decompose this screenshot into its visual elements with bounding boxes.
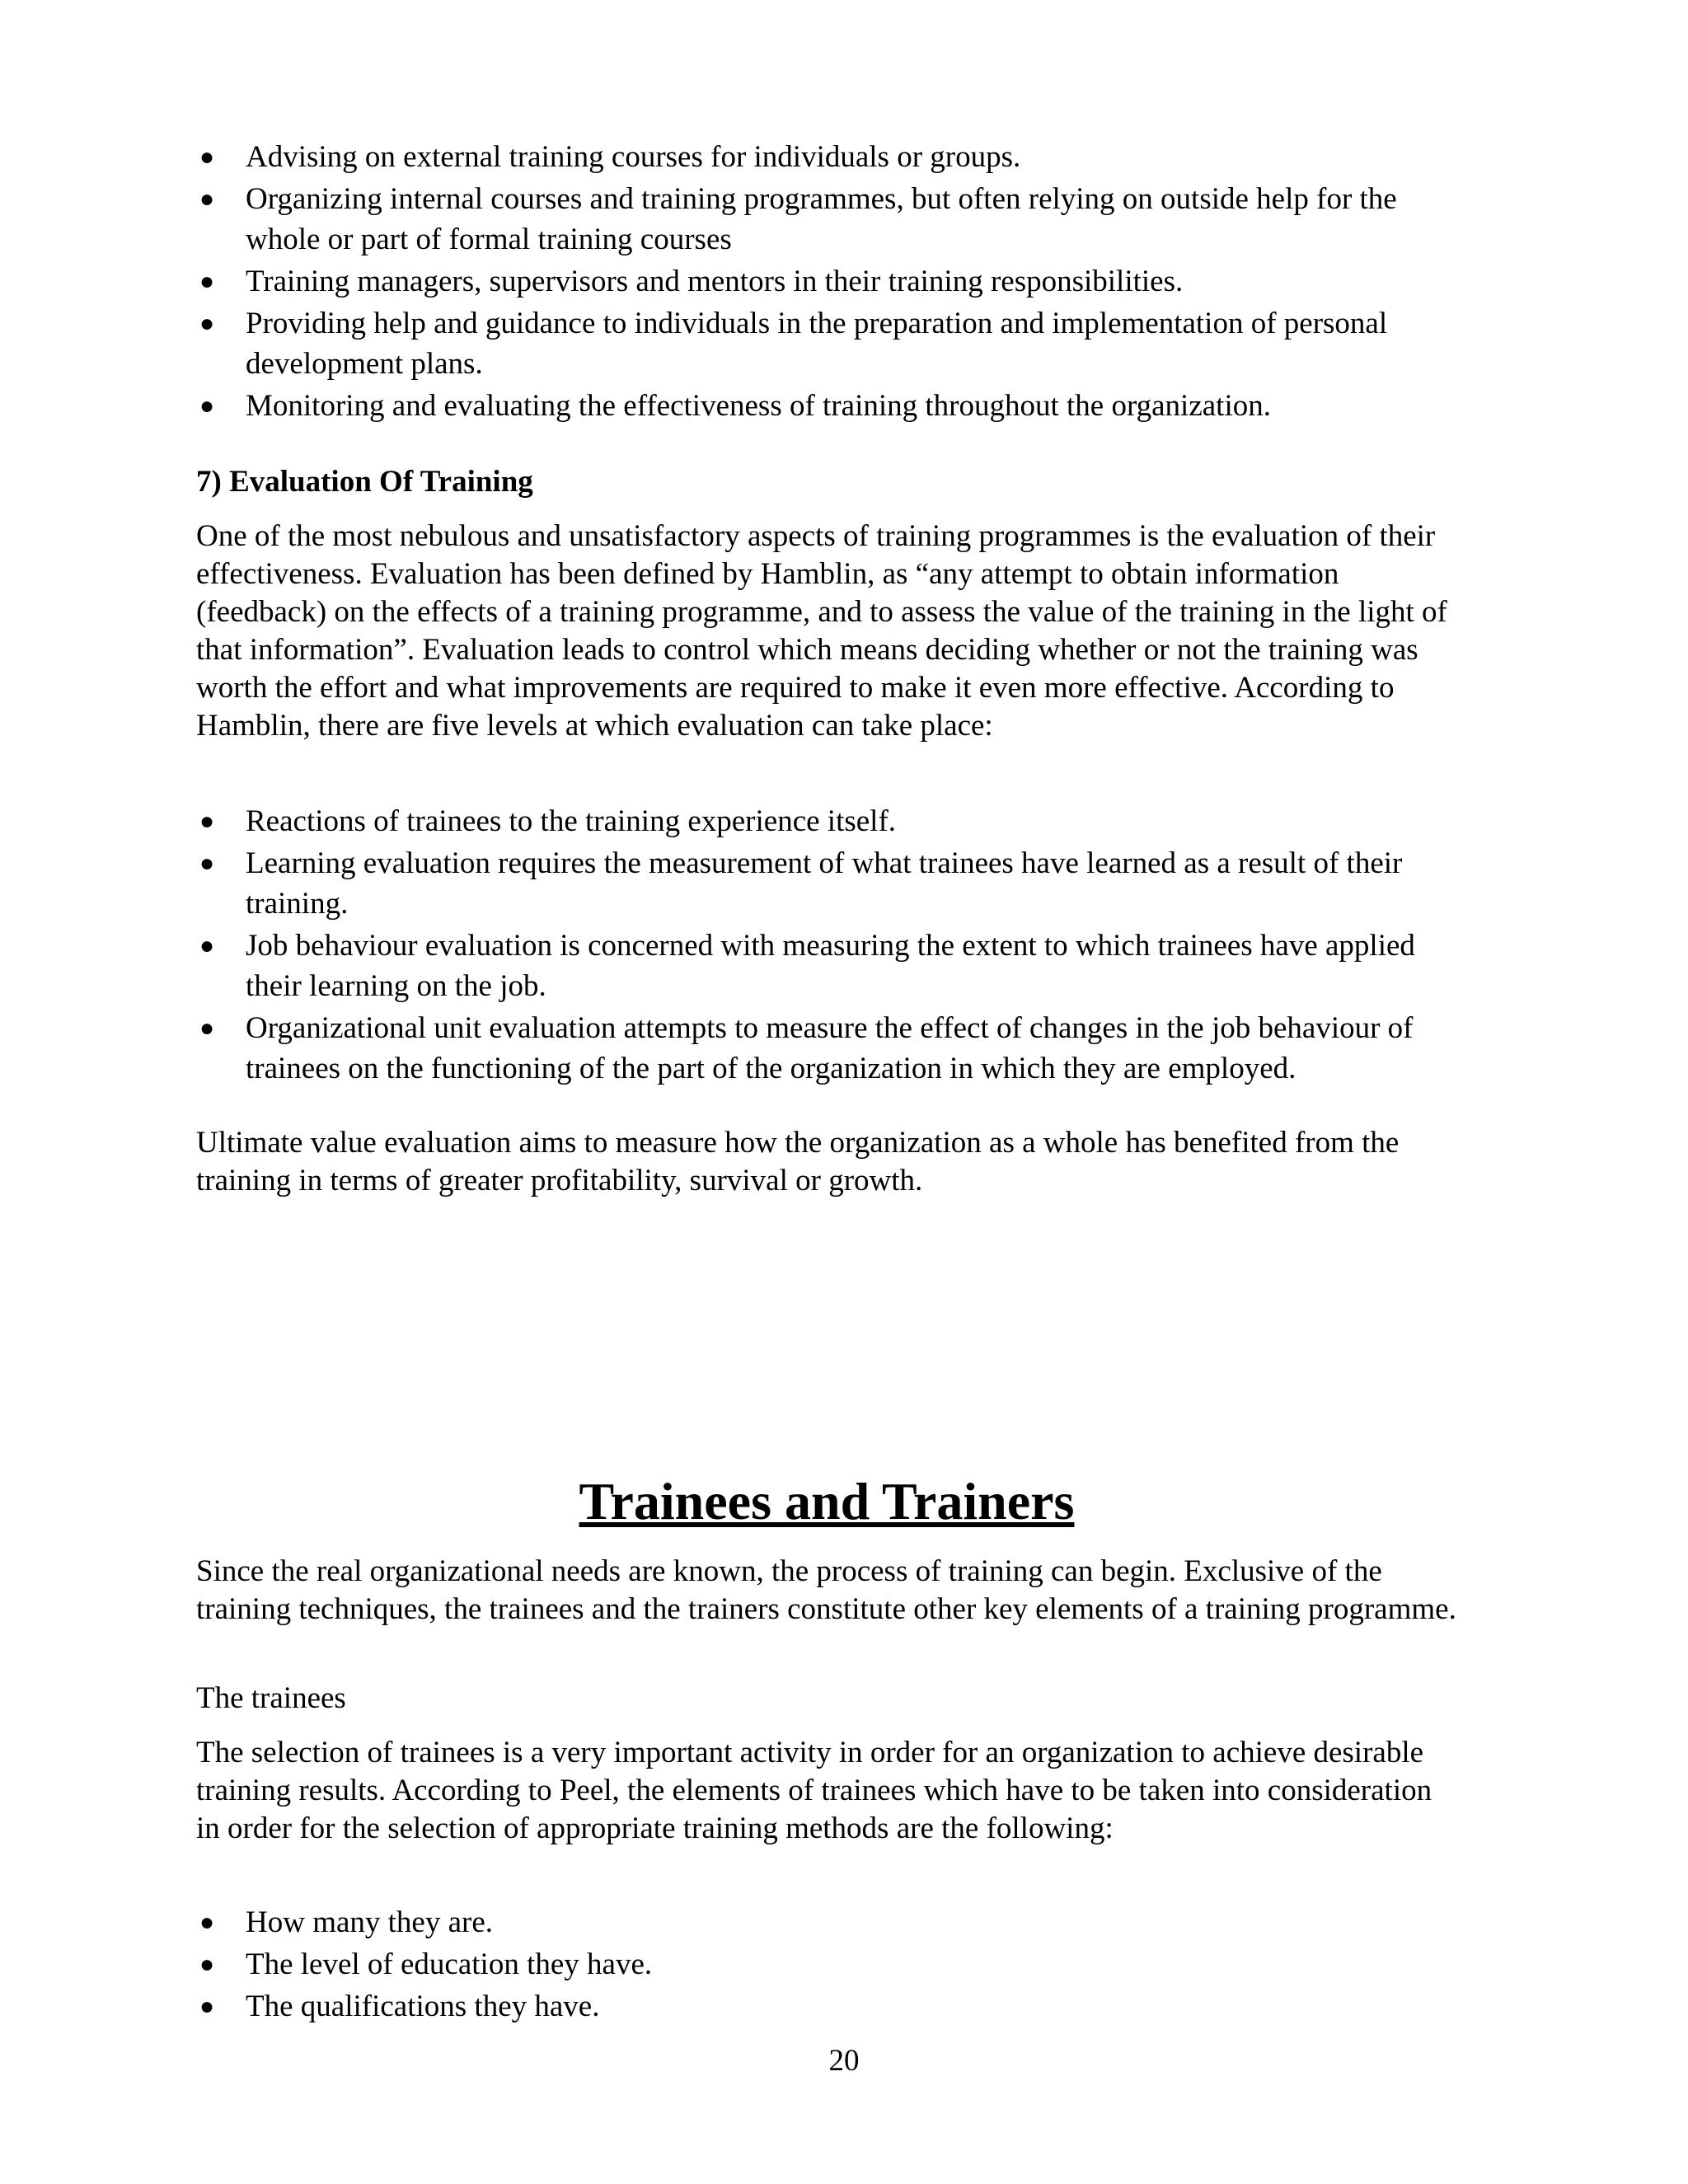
list-item-text: How many they are. xyxy=(246,1905,494,1939)
list-item-text: Learning evaluation requires the measurement of what trainees have learned as a result of their training. xyxy=(246,846,1403,921)
list-item-text: Reactions of trainees to the training experience itself. xyxy=(246,804,897,838)
section-heading: 7) Evaluation Of Training xyxy=(196,465,533,499)
list-item xyxy=(196,137,1457,177)
intro-paragraph: Since the real organizational needs are known, the process of training can begin. Exclusive of the training techniques, the trainees and the trainers constitute other key elements of a training programme. xyxy=(196,1554,1456,1626)
bullet-icon: ● xyxy=(199,1015,215,1042)
page-number: 20 xyxy=(828,2044,860,2078)
bullet-icon: ● xyxy=(199,1951,215,1978)
list-item-text: The qualifications they have. xyxy=(246,1990,600,2023)
evaluation-levels-list xyxy=(196,801,1457,1090)
list-item xyxy=(196,1944,1457,1985)
trainee-elements-list xyxy=(196,1902,1457,2028)
list-item-text: The level of education they have. xyxy=(246,1947,653,1981)
list-item xyxy=(196,926,1457,1006)
bullet-icon: ● xyxy=(199,1909,215,1936)
list-item xyxy=(196,179,1457,260)
bullet-icon: ● xyxy=(199,932,215,959)
list-item-text: Job behaviour evaluation is concerned with measuring the extent to which trainees have applied their learning on the job. xyxy=(246,929,1415,1003)
list-item-text: Organizational unit evaluation attempts to measure the effect of changes in the job behaviour of trainees on the functioning of the part of the organization in which they are employed. xyxy=(246,1011,1414,1085)
subsection-label: The trainees xyxy=(196,1681,346,1715)
selection-paragraph: The selection of trainees is a very important activity in order for an organization to achieve desirable training results. According to Peel, the elements of trainees which have to be taken into consideration in order for the selection of appropriate training methods are the following: xyxy=(196,1736,1432,1845)
bullet-icon: ● xyxy=(199,808,215,835)
list-item-text: Monitoring and evaluating the effectiveness of training throughout the organization. xyxy=(246,389,1271,423)
bullet-icon: ● xyxy=(199,310,215,337)
ultimate-value-paragraph: Ultimate value evaluation aims to measure how the organization as a whole has benefited from the training in terms of greater profitability, survival or growth. xyxy=(196,1126,1400,1197)
list-item xyxy=(196,1986,1457,2027)
bullet-icon: ● xyxy=(199,143,215,171)
list-item-text: Providing help and guidance to individuals in the preparation and implementation of personal development plans. xyxy=(246,307,1388,381)
training-functions-list xyxy=(196,137,1457,428)
bullet-icon: ● xyxy=(199,268,215,295)
list-item xyxy=(196,1008,1457,1089)
list-item xyxy=(196,261,1457,302)
list-item xyxy=(196,1902,1457,1943)
list-item xyxy=(196,843,1457,924)
page-title: Trainees and Trainers xyxy=(579,1472,1075,1530)
list-item-text: Training managers, supervisors and mentors in their training responsibilities. xyxy=(246,265,1184,298)
list-item xyxy=(196,303,1457,384)
bullet-icon: ● xyxy=(199,850,215,877)
bullet-icon: ● xyxy=(199,1993,215,2020)
list-item xyxy=(196,386,1457,426)
bullet-icon: ● xyxy=(199,185,215,213)
evaluation-paragraph: One of the most nebulous and unsatisfactory aspects of training programmes is the evaluation of their effectiveness. Evaluation has been defined by Hamblin, as “any attempt to obtain information (feedback) on the effects of a training programme, and to assess the value of the training in the light of that information”. Evaluation leads to control which means deciding whether or not the training was worth the effort and what improvements are required to make it even more effective. According to Hamblin, there are five levels at which evaluation can take place: xyxy=(196,519,1447,743)
bullet-icon: ● xyxy=(199,392,215,419)
list-item xyxy=(196,801,1457,841)
list-item-text: Organizing internal courses and training programmes, but often relying on outside help for the whole or part of formal training courses xyxy=(246,182,1397,256)
list-item-text: Advising on external training courses for individuals or groups. xyxy=(246,140,1021,174)
